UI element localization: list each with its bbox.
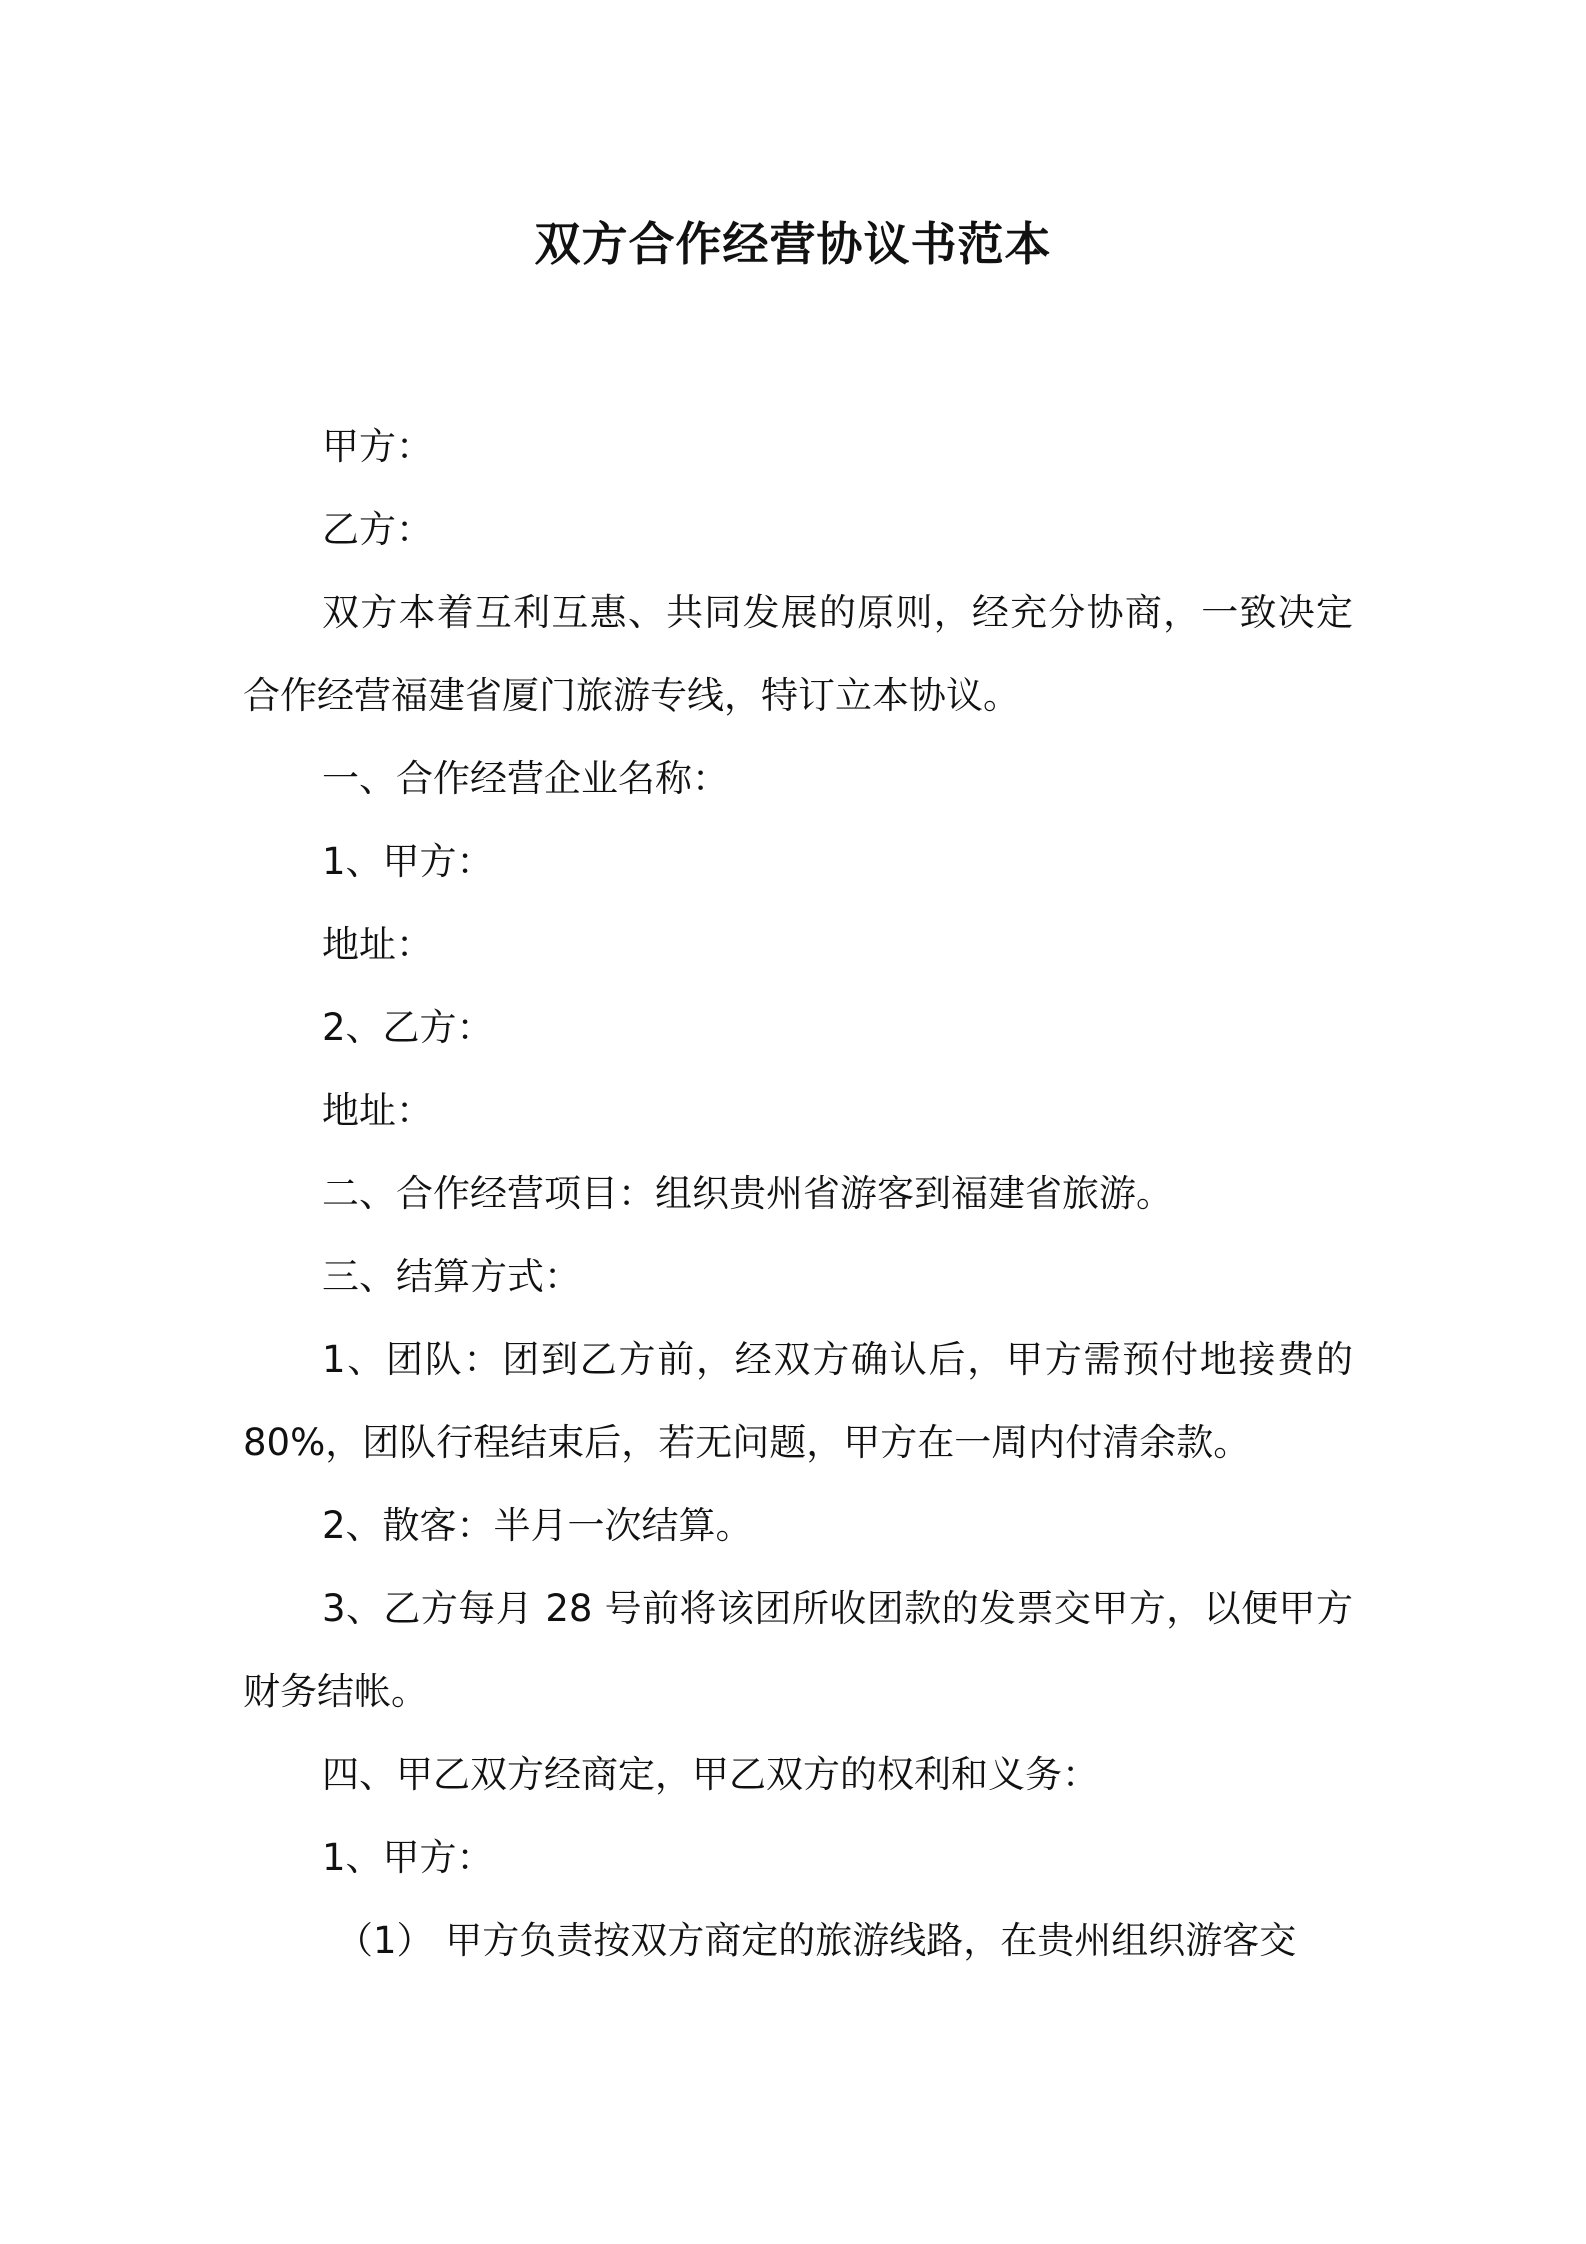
section-1-party-a-address: 地址：	[322, 923, 433, 966]
section-1-party-a: 1、甲方：	[322, 840, 494, 883]
section-3-item-3: 3、乙方每月 28 号前将该团所收团款的发票交甲方，以便甲方财务结帐。	[243, 1587, 1353, 1713]
section-4-heading: 四、甲乙双方经商定，甲乙双方的权利和义务：	[322, 1753, 1099, 1796]
intro-paragraph: 双方本着互利互惠、共同发展的原则，经充分协商，一致决定合作经营福建省厦门旅游专线，特订立本协议。	[243, 591, 1353, 717]
section-1-heading: 一、合作经营企业名称：	[322, 757, 729, 800]
section-1-party-b: 2、乙方：	[322, 1006, 494, 1049]
section-4-party-a: 1、甲方：	[322, 1836, 494, 1879]
section-3-item-1: 1、团队：团到乙方前，经双方确认后，甲方需预付地接费的 80%，团队行程结束后，若无问题，甲方在一周内付清余款。	[243, 1338, 1353, 1464]
document-body	[243, 405, 1353, 1982]
section-3-heading: 三、结算方式：	[322, 1255, 581, 1298]
section-3-item-2: 2、散客：半月一次结算。	[322, 1504, 753, 1547]
section-4-party-a-item-1: （1） 甲方负责按双方商定的旅游线路，在贵州组织游客交	[336, 1919, 1297, 1962]
party-b-line: 乙方：	[322, 508, 433, 551]
document-title: 双方合作经营协议书范本	[534, 217, 1052, 271]
party-a-line: 甲方：	[322, 425, 433, 468]
section-2-project: 二、合作经营项目：组织贵州省游客到福建省旅游。	[322, 1172, 1173, 1215]
section-1-party-b-address: 地址：	[322, 1089, 433, 1132]
